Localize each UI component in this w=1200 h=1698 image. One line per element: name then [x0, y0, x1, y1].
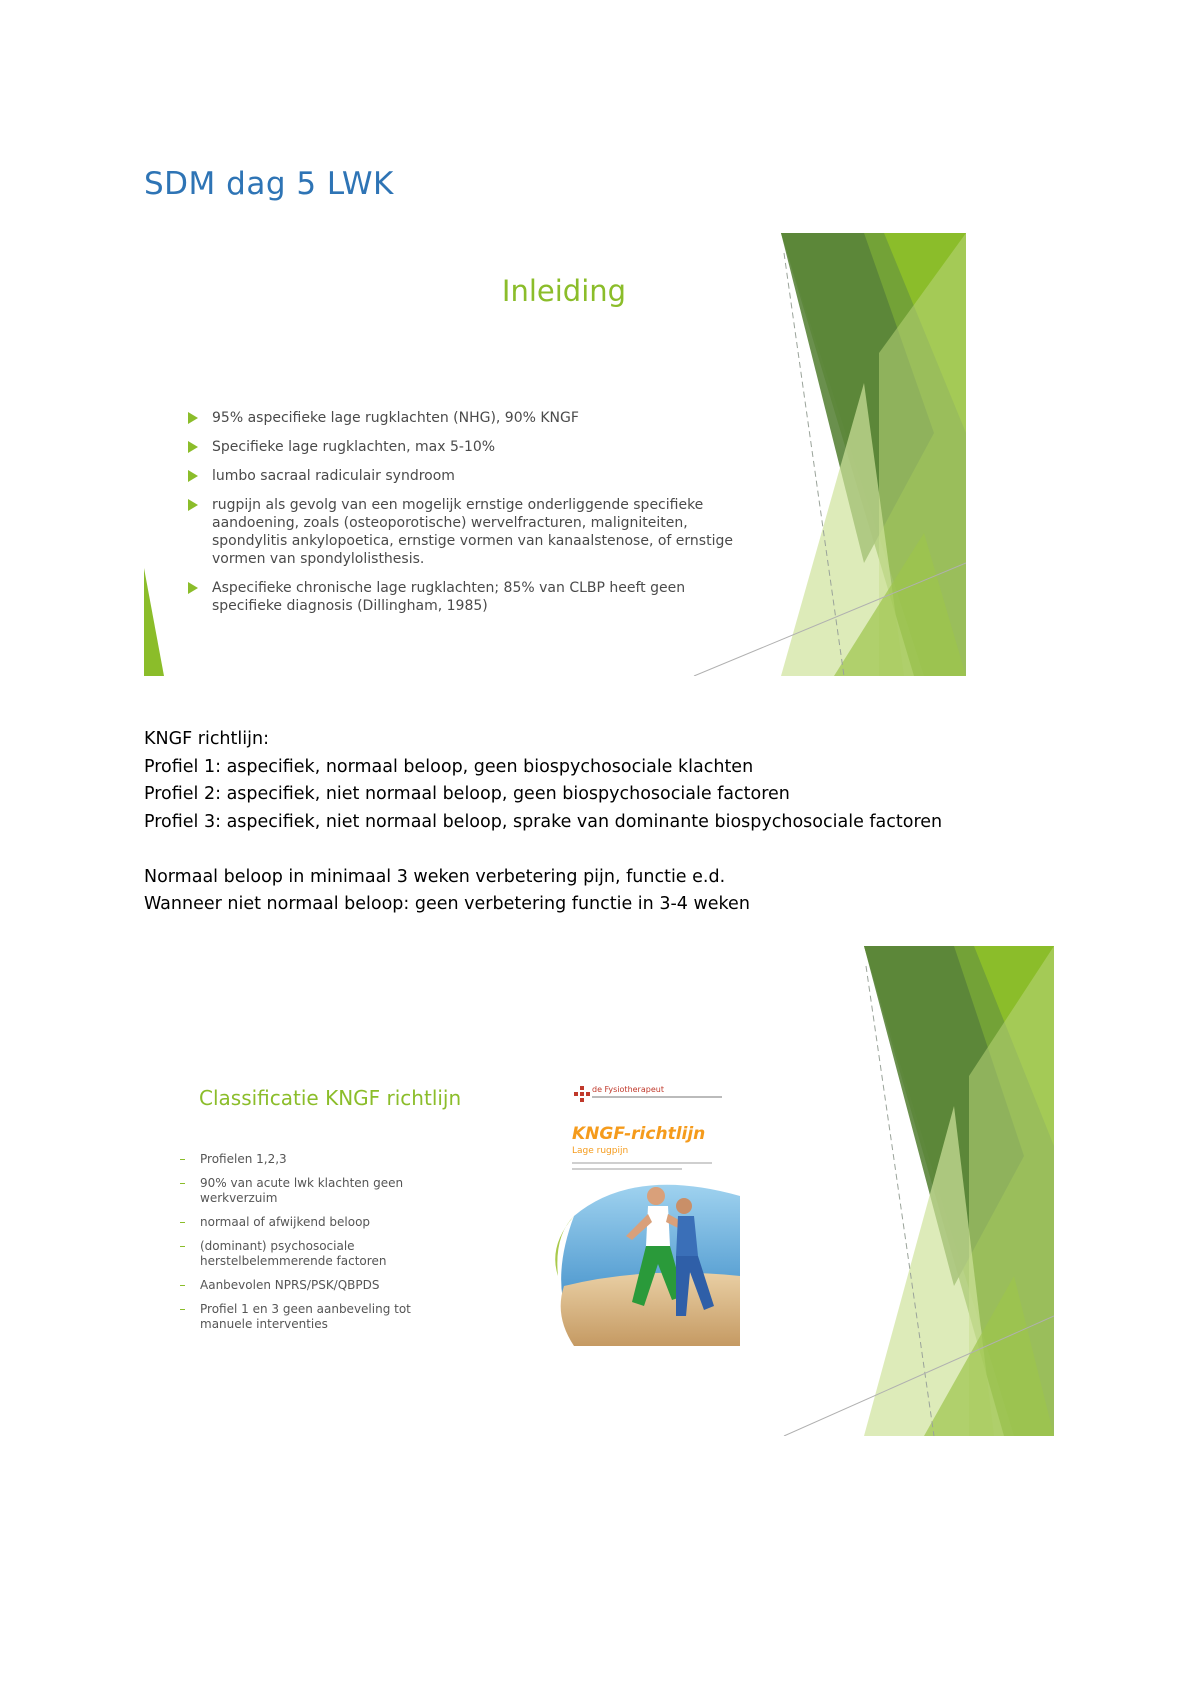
cover-title: KNGF-richtlijn — [572, 1124, 706, 1144]
list-item: normaal of afwijkend beloop — [176, 1215, 426, 1230]
paragraph-spacer — [144, 836, 1124, 864]
list-item: Aspecifieke chronische lage rugklachten; 85% van CLBP heeft geen specifieke diagnosis (Dillingham, 1985) — [188, 579, 748, 615]
arrow-bullet-icon — [188, 412, 198, 424]
list-item: Profiel 1 en 3 geen aanbeveling tot manuele interventies — [176, 1302, 426, 1332]
body-line: Normaal beloop in minimaal 3 weken verbetering pijn, functie e.d. — [144, 866, 726, 887]
dash-bullet-icon — [180, 1285, 185, 1286]
cover-organization: de Fysiotherapeut — [592, 1085, 664, 1094]
list-item: Profielen 1,2,3 — [176, 1152, 426, 1167]
slide1-bullet-list — [188, 409, 748, 626]
body-line: KNGF richtlijn: — [144, 729, 269, 749]
dash-bullet-icon — [180, 1159, 185, 1160]
list-item: 90% van acute lwk klachten geen werkverzuim — [176, 1176, 426, 1206]
body-line: Wanneer niet normaal beloop: geen verbetering functie in 3-4 weken — [144, 894, 750, 914]
cover-text-line — [572, 1162, 712, 1164]
arrow-bullet-icon — [188, 441, 198, 453]
slide2-bullet-list — [176, 1152, 426, 1341]
runners-photo — [544, 1176, 740, 1346]
cover-text-line — [572, 1168, 682, 1170]
dash-bullet-icon — [180, 1309, 185, 1310]
list-item: rugpijn als gevolg van een mogelijk ernstige onderliggende specifieke aandoening, zoals (osteoporotische) wervelfracturen, maligniteiten, spondylitis ankylopoetica, ernstige vormen van kanaalstenose, of ernstige vormen van spondylolisthesis. — [188, 496, 748, 568]
cover-subtitle: Lage rugpijn — [572, 1146, 629, 1156]
cover-divider — [592, 1096, 722, 1098]
document-body — [144, 726, 1124, 919]
slide-inleiding — [144, 233, 966, 676]
dash-bullet-icon — [180, 1246, 185, 1247]
list-item: Specifieke lage rugklachten, max 5-10% — [188, 438, 748, 456]
slide2-title: Classificatie KNGF richtlijn — [199, 1086, 462, 1110]
list-item: lumbo sacraal radiculair syndroom — [188, 467, 748, 485]
slide-classificatie — [144, 946, 1054, 1436]
arrow-bullet-icon — [188, 582, 198, 594]
body-line: Profiel 1: aspecifiek, normaal beloop, geen biospychosociale klachten — [144, 756, 754, 777]
list-item: 95% aspecifieke lage rugklachten (NHG), 90% KNGF — [188, 409, 748, 427]
list-item: Aanbevolen NPRS/PSK/QBPDS — [176, 1278, 426, 1293]
body-line: Profiel 3: aspecifiek, niet normaal beloop, sprake van dominante biospychosociale factoren — [144, 811, 943, 832]
slide1-title: Inleiding — [501, 274, 627, 308]
document-title: SDM dag 5 LWK — [144, 166, 394, 202]
list-item: (dominant) psychosociale herstelbelemmerende factoren — [176, 1239, 426, 1269]
dash-bullet-icon — [180, 1183, 185, 1184]
arrow-bullet-icon — [188, 470, 198, 482]
guideline-cover-image — [544, 1076, 740, 1346]
dash-bullet-icon — [180, 1222, 185, 1223]
arrow-bullet-icon — [188, 499, 198, 511]
body-line: Profiel 2: aspecifiek, niet normaal beloop, geen biospychosociale factoren — [144, 784, 790, 804]
